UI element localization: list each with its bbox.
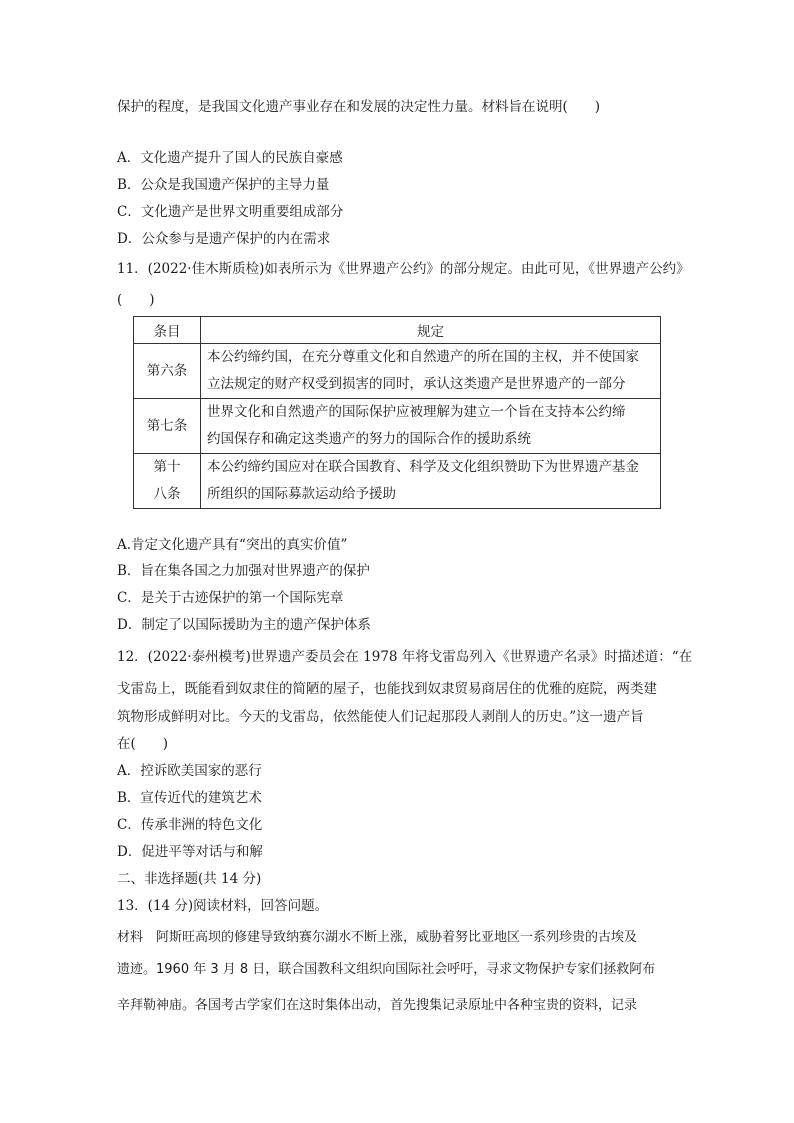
section-title: 二、非选择题(共 14 分) bbox=[117, 871, 262, 887]
q13-stem: 13．(14 分)阅读材料，回答问题。 bbox=[117, 898, 329, 914]
table-cell-rule: 本公约缔约国，在充分尊重文化和自然遗产的所在国的主权，并不使国家 立法规定的财产权受到损害的同时，承认这类遗产是世界遗产的一部分 bbox=[201, 344, 661, 399]
q10-option-c: C．文化遗产是世界文明重要组成部分 bbox=[117, 204, 344, 220]
table-row bbox=[134, 344, 661, 399]
q12-option-a: A．控诉欧美国家的恶行 bbox=[117, 763, 262, 779]
table-cell-article: 第七条 bbox=[134, 399, 201, 454]
q11-option-c: C．是关于古迹保护的第一个国际宪章 bbox=[117, 590, 344, 606]
q13-material-line3: 辛拜勒神庙。各国考古学家们在这时集体出动，首先搜集记录原址中各种宝贵的资料，记录 bbox=[117, 998, 638, 1013]
table-header-article: 条目 bbox=[134, 317, 201, 344]
q12-stem-line2: 戈雷岛上，既能看到奴隶住的简陋的屋子，也能找到奴隶贸易商居住的优雅的庭院，两类建 bbox=[117, 681, 657, 697]
world-heritage-convention-table bbox=[133, 316, 661, 509]
q12-stem-line4: 在( ) bbox=[117, 736, 169, 752]
table-cell-article: 第十 八条 bbox=[134, 454, 201, 509]
table-cell-article: 第六条 bbox=[134, 344, 201, 399]
q12-option-b: B．宣传近代的建筑艺术 bbox=[117, 790, 262, 806]
q12-stem-line1: 12．(2022·泰州模考)世界遗产委员会在 1978 年将戈雷岛列入《世界遗产名录》时描述道：“在 bbox=[117, 649, 693, 665]
q12-option-c: C．传承非洲的特色文化 bbox=[117, 817, 263, 833]
table-header-rule: 规定 bbox=[201, 317, 661, 344]
table-row bbox=[134, 454, 661, 509]
q11-option-b: B．旨在集各国之力加强对世界遗产的保护 bbox=[117, 563, 370, 579]
q13-material-line2: 遗迹。1960 年 3 月 8 日，联合国教科文组织向国际社会呼吁，寻求文物保护专家们拯救阿布 bbox=[117, 962, 656, 977]
q10-stem-tail: 保护的程度，是我国文化遗产事业存在和发展的决定性力量。材料旨在说明( ) bbox=[117, 99, 601, 115]
q11-option-d: D．制定了以国际援助为主的遗产保护体系 bbox=[117, 617, 371, 633]
q12-stem-line3: 筑物形成鲜明对比。今天的戈雷岛，依然能使人们记起那段人剥削人的历史。”这一遗产旨 bbox=[117, 709, 644, 725]
q12-option-d: D．促进平等对话与和解 bbox=[117, 844, 263, 860]
q10-option-d: D．公众参与是遗产保护的内在需求 bbox=[117, 231, 331, 247]
q10-option-a: A．文化遗产提升了国人的民族自豪感 bbox=[117, 150, 343, 166]
table-row bbox=[134, 399, 661, 454]
q11-stem-line2: ( ) bbox=[117, 292, 155, 308]
table-cell-rule: 本公约缔约国应对在联合国教育、科学及文化组织赞助下为世界遗产基金 所组织的国际募款运动给予援助 bbox=[201, 454, 661, 509]
q10-option-b: B．公众是我国遗产保护的主导力量 bbox=[117, 177, 330, 193]
table-header-row bbox=[134, 317, 661, 344]
table-cell-rule: 世界文化和自然遗产的国际保护应被理解为建立一个旨在支持本公约缔 约国保存和确定这类遗产的努力的国际合作的援助系统 bbox=[201, 399, 661, 454]
q11-option-a: A.肯定文化遗产具有“突出的真实价值” bbox=[117, 537, 348, 553]
q13-material-line1: 材料 阿斯旺高坝的修建导致纳赛尔湖水不断上涨，威胁着努比亚地区一系列珍贵的古埃及 bbox=[117, 930, 638, 945]
q11-stem-line1: 11．(2022·佳木斯质检)如表所示为《世界遗产公约》的部分规定。由此可见，《世界遗产公约》 bbox=[117, 261, 690, 277]
